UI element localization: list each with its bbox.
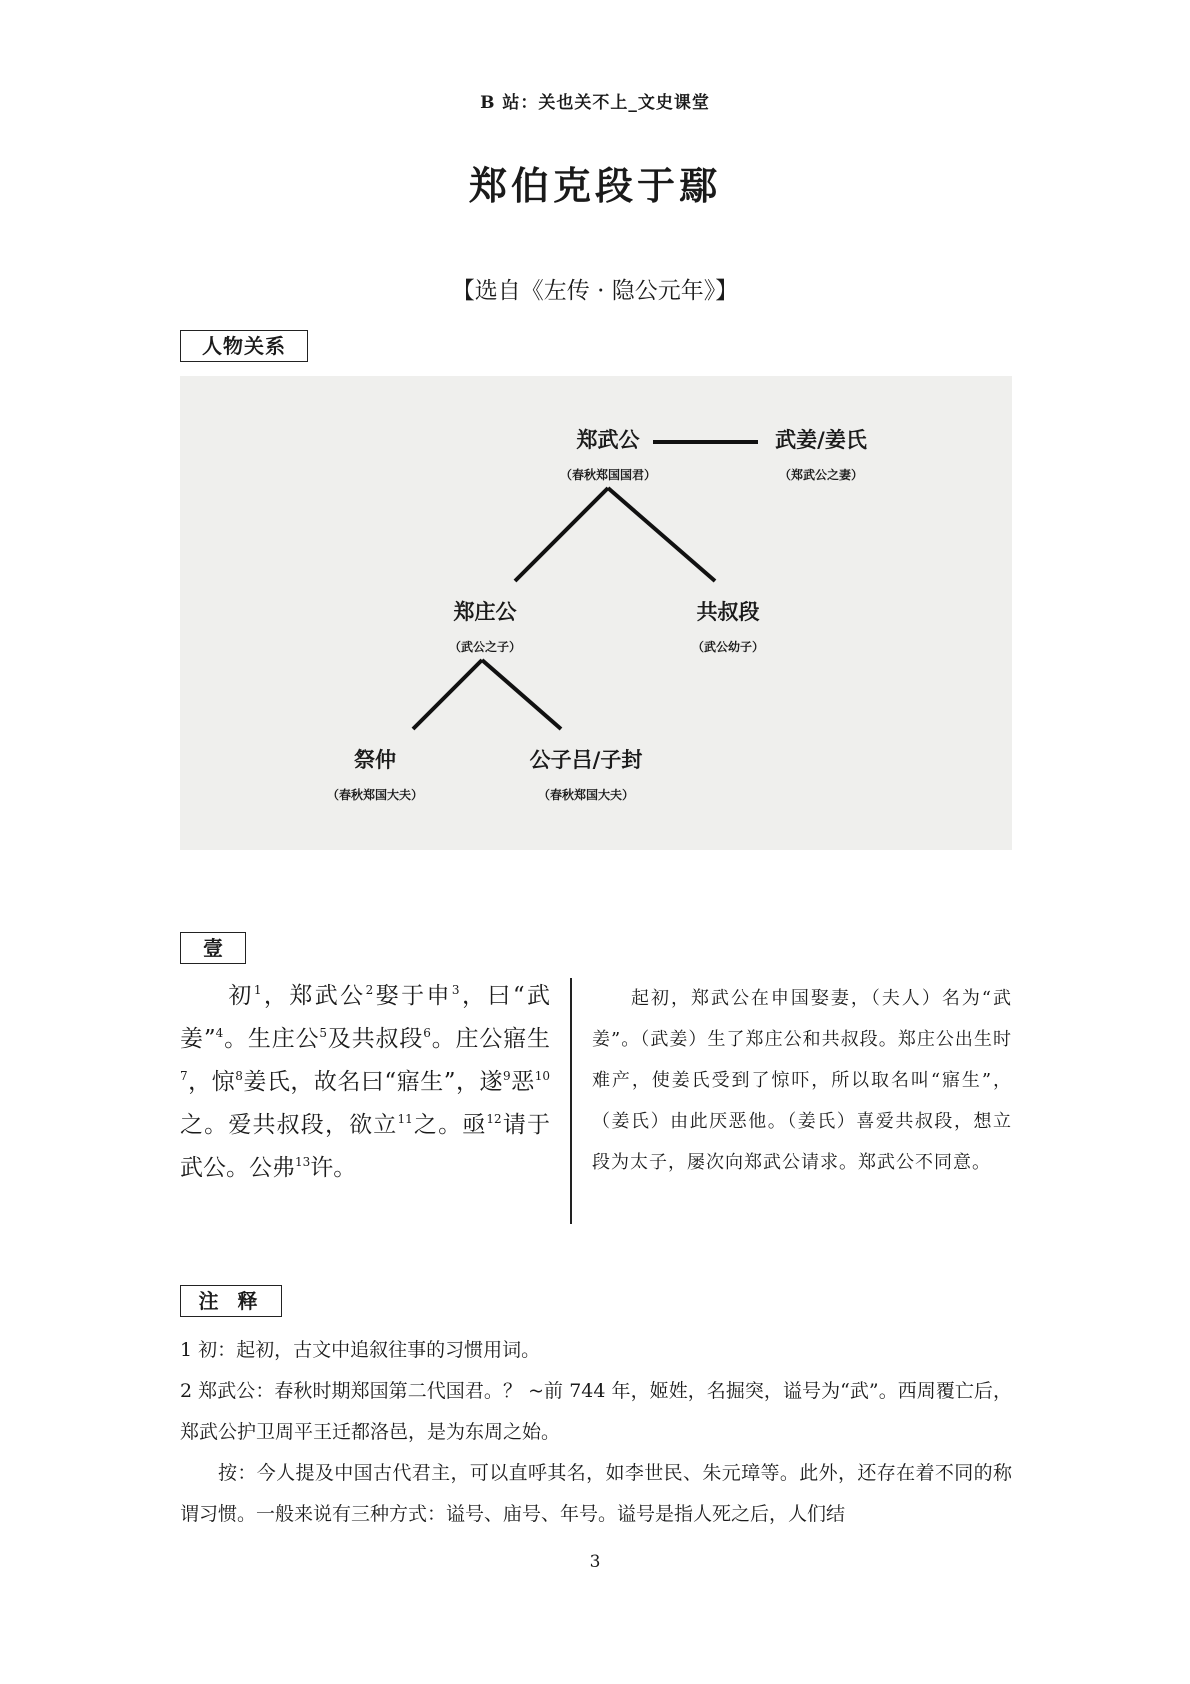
node-name: 祭仲: [353, 748, 396, 772]
footnote-ref: 1: [253, 983, 262, 997]
footnote-ref: 7: [180, 1069, 188, 1083]
footnote-ref: 8: [235, 1069, 243, 1083]
node-name: 公子吕/子封: [529, 748, 643, 772]
node-name: 武姜/姜氏: [775, 428, 867, 452]
line-zhuanggong-zhaizhong: [413, 660, 482, 729]
note-item: 1 初：起初，古文中追叙往事的习惯用词。: [180, 1339, 541, 1361]
orig-seg: 。庄公寤生: [430, 1026, 551, 1052]
orig-seg: 之。爱共叔段，欲立: [180, 1112, 398, 1138]
orig-seg: 娶于申: [373, 983, 452, 1009]
footnote-ref: 13: [295, 1155, 311, 1169]
orig-seg: 初: [226, 983, 254, 1009]
orig-seg: 及共叔段: [327, 1026, 424, 1052]
section-label-part1: 壹: [180, 932, 246, 964]
orig-seg: 请于武公。公弗: [180, 1112, 551, 1181]
orig-seg: 恶: [510, 1069, 535, 1095]
node-gong-shuduan: [692, 596, 764, 655]
node-desc: （春秋郑国国君）: [559, 468, 657, 482]
footnote-ref: 3: [451, 983, 460, 997]
node-desc: （武公之子）: [448, 640, 522, 654]
node-desc: （春秋郑国大夫）: [537, 788, 635, 802]
orig-seg: 许。: [310, 1155, 357, 1181]
note-remark: 按：今人提及中国古代君主，可以直呼其名，如李世民、朱元璋等。此外，还存在着不同的称谓习惯。一般来说有三种方式：谥号、庙号、年号。谥号是指人死之后，人们结: [180, 1462, 1012, 1525]
node-name: 郑武公: [576, 428, 640, 452]
character-relationship-diagram: [180, 376, 1012, 850]
line-zhuanggong-gongziluu: [482, 660, 561, 729]
orig-seg: 姜氏，故名曰“寤生”，遂: [242, 1069, 504, 1095]
orig-seg: 之。亟: [412, 1112, 487, 1138]
translation-body: 起初，郑武公在申国娶妻，（夫人）名为“武姜”。（武姜）生了郑庄公和共叔段。郑庄公出生时难产，使姜氏受到了惊吓，所以取名叫“寤生”，（姜氏）由此厌恶他。（姜氏）喜爱共叔段，想立段为太子，屡次向郑武公请求。郑武公不同意。: [592, 988, 1012, 1173]
footnote-ref: 4: [215, 1026, 224, 1040]
footnote-ref: 5: [319, 1026, 328, 1040]
orig-seg: ，郑武公: [261, 983, 366, 1009]
orig-seg: ，曰“武姜”: [180, 983, 551, 1052]
footnote-ref: 2: [365, 983, 374, 997]
node-name: 共叔段: [696, 600, 760, 624]
source-citation: 【选自《左传 · 隐公元年》】: [451, 278, 739, 304]
translation-text: [592, 978, 1012, 1183]
node-desc: （郑武公之妻）: [778, 468, 864, 482]
column-divider: [570, 978, 572, 1224]
node-name: 郑庄公: [453, 600, 517, 624]
line-wugong-zhuanggong: [515, 488, 608, 581]
node-zhaizhong: [327, 744, 423, 803]
node-zheng-zhuanggong: [449, 596, 521, 655]
node-gongzi-lu: [530, 744, 643, 803]
note-item: [180, 1453, 1012, 1535]
page-number: 3: [589, 1552, 601, 1572]
orig-seg: ，惊: [187, 1069, 236, 1095]
node-zheng-wugong: [560, 424, 656, 483]
original-text: [180, 975, 550, 1190]
page-title: 郑伯克段于鄢: [468, 164, 721, 208]
footnote-ref: 10: [534, 1069, 550, 1083]
node-wujiang: [775, 424, 867, 483]
footnote-ref: 12: [486, 1112, 502, 1126]
section-label-notes: 注 释: [180, 1285, 282, 1317]
note-item: 2 郑武公：春秋时期郑国第二代国君。？ ~前 744 年，姬姓，名掘突，谥号为“武”。西周覆亡后，郑武公护卫周平王迁都洛邑，是为东周之始。: [180, 1380, 1012, 1443]
section-label-relations: 人物关系: [180, 330, 308, 362]
footnote-ref: 6: [423, 1026, 431, 1040]
notes-block: [180, 1330, 1012, 1535]
orig-seg: 。生庄公: [223, 1026, 320, 1052]
node-desc: （春秋郑国大夫）: [326, 788, 424, 802]
line-wugong-shuduan: [608, 488, 715, 581]
node-desc: （武公幼子）: [691, 640, 765, 654]
footnote-ref: 11: [397, 1112, 413, 1126]
footnote-ref: 9: [503, 1069, 511, 1083]
page-header: B 站：关也关不上_文史课堂: [480, 93, 710, 113]
